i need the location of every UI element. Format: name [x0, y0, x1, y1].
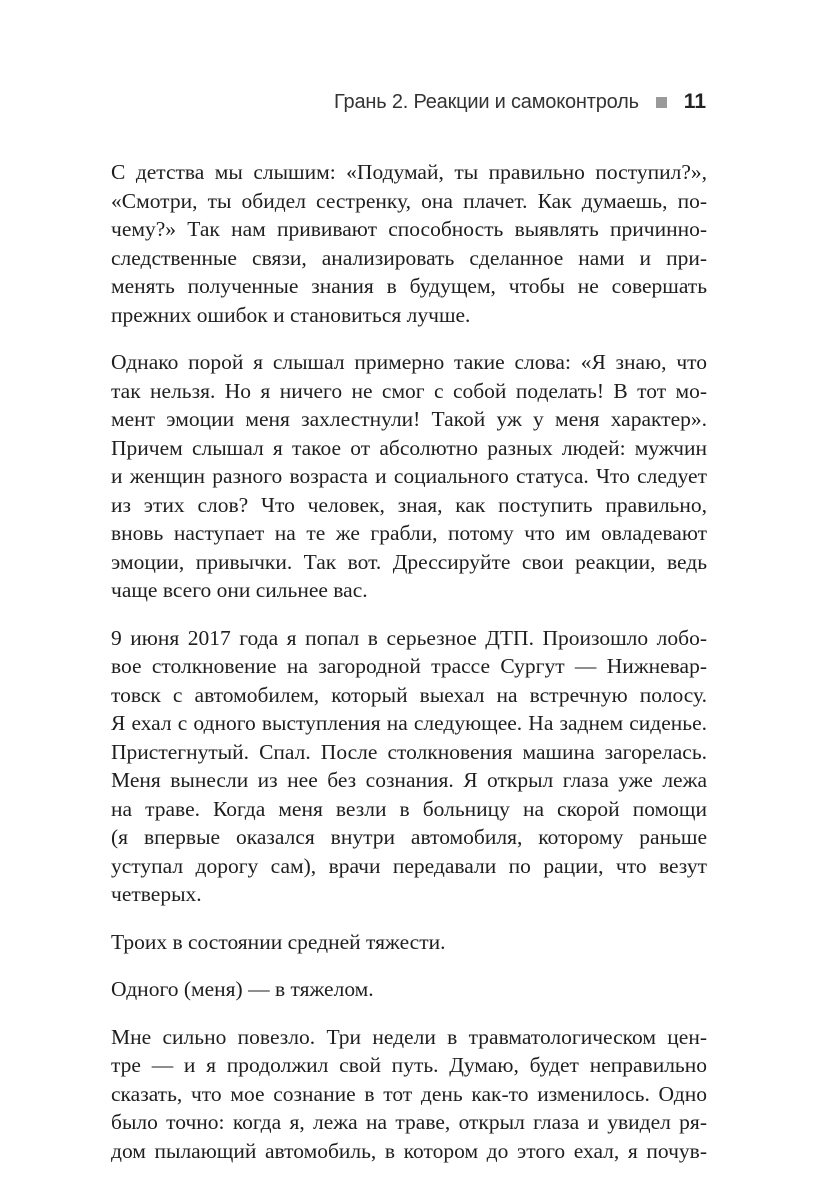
text-line: дом пылающий автомобиль, в котором до этого ехал, я почув- — [111, 1138, 707, 1163]
paragraph — [111, 975, 707, 1004]
text-line: сказать, что мое сознание в тот день как-то изменилось. Одно — [111, 1081, 707, 1106]
square-bullet-icon — [656, 97, 667, 108]
text-line: эмоции, привычки. Так вот. Дрессируйте свои реакции, ведь — [111, 549, 707, 574]
text-line: Причем слышал я такое от абсолютно разных людей: мужчин — [111, 435, 707, 460]
text-line: было точно: когда я, лежа на траве, открыл глаза и увидел ря- — [111, 1110, 707, 1134]
text-line: Я ехал с одного выступления на следующее. На заднем сиденье. — [111, 711, 707, 735]
text-line: на траве. Когда меня везли в больницу на скорой помощи — [111, 796, 707, 821]
text-line: вое столкновение на загородной трассе Сургут — Нижневар- — [111, 654, 707, 678]
text-line: менять полученные знания в будущем, чтобы не совершать — [111, 274, 707, 298]
text-line: Пристегнутый. Спал. После столкновения машина загорелась. — [111, 739, 707, 764]
text-line: так нельзя. Но я ничего не смог с собой поделать! В тот мо- — [111, 378, 707, 403]
paragraph — [111, 1023, 707, 1166]
running-header — [334, 90, 706, 114]
text-line: вновь наступает на те же грабли, потому что им овладевают — [111, 521, 707, 545]
text-line: уступал дорогу сам), врачи передавали по рации, что везут — [111, 853, 707, 878]
text-line: чему?» Так нам прививают способность выявлять причинно- — [111, 217, 707, 241]
paragraph — [111, 348, 707, 605]
section-title: Грань 2. Реакции и самоконтроль — [334, 90, 639, 113]
paragraph — [111, 624, 707, 909]
text-line: 9 июня 2017 года я попал в серьезное ДТП. Произошло лобо- — [111, 625, 707, 650]
text-line: «Смотри, ты обидел сестренку, она плачет. Как думаешь, по- — [111, 188, 707, 213]
text-line: и женщин разного возраста и социального статуса. Что следует — [111, 464, 707, 488]
text-line: Троих в состоянии средней тяжести. — [111, 929, 446, 954]
page-number: 11 — [683, 90, 706, 113]
body-text — [111, 158, 707, 1184]
text-line: мент эмоции меня захлестнули! Такой уж у меня характер». — [111, 407, 707, 431]
text-line: четверых. — [111, 882, 202, 906]
text-line: товск с автомобилем, который выехал на встречную полосу. — [111, 682, 707, 707]
text-line: прежних ошибок и становиться лучше. — [111, 302, 471, 327]
text-line: Одного (меня) — в тяжелом. — [111, 977, 374, 1001]
paragraph — [111, 928, 707, 957]
text-line: тре — и я продолжил свой путь. Думаю, будет неправильно — [111, 1053, 707, 1077]
text-line: следственные связи, анализировать сделанное нами и при- — [111, 245, 707, 270]
text-line: С детства мы слышим: «Подумай, ты правильно поступил?», — [111, 160, 707, 184]
text-line: Мне сильно повезло. Три недели в травматологическом цен- — [111, 1024, 707, 1049]
text-line: чаще всего они сильнее вас. — [111, 578, 368, 602]
text-line: Однако порой я слышал примерно такие слова: «Я знаю, что — [111, 350, 707, 374]
text-line: (я впервые оказался внутри автомобиля, которому раньше — [111, 825, 707, 849]
paragraph — [111, 158, 707, 329]
text-line: из этих слов? Что человек, зная, как поступить правильно, — [111, 492, 707, 517]
text-line: Меня вынесли из нее без сознания. Я открыл глаза уже лежа — [111, 768, 707, 792]
